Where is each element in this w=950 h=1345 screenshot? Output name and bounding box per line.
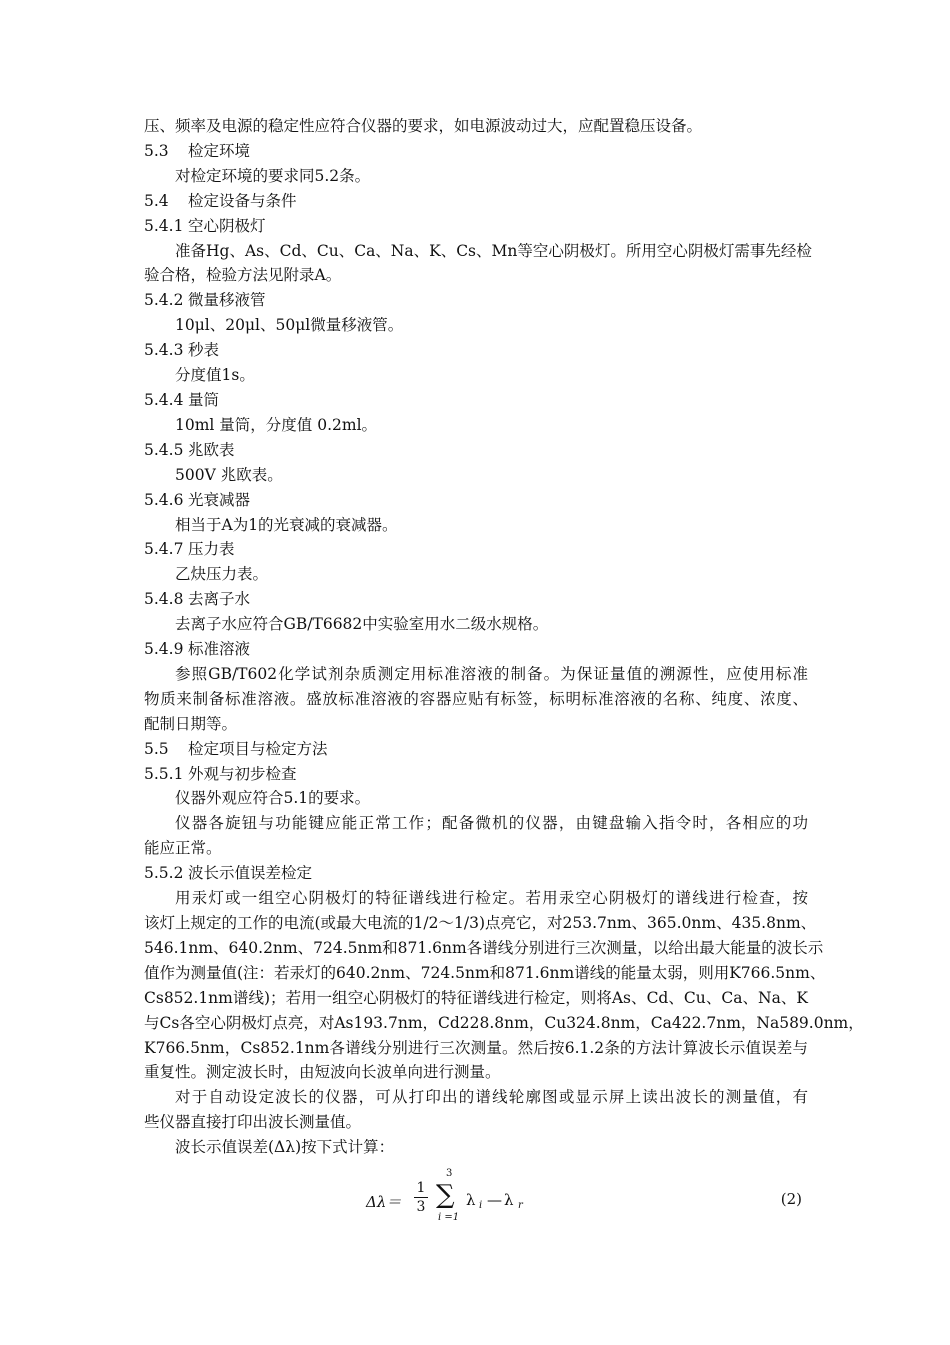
formula-lhs: Δλ＝ [366, 1193, 402, 1211]
section-title: 空心阴极灯 [188, 216, 266, 235]
paragraph-line: 用汞灯或一组空心阴极灯的特征谱线进行检定。若用汞空心阴极灯的谱线进行检查，按 [175, 889, 808, 908]
sum-symbol: ∑ [436, 1180, 455, 1210]
formula-wavelength-error [144, 1168, 808, 1238]
section-title: 光衰减器 [188, 490, 251, 509]
section-heading [144, 762, 808, 787]
section-number: 5.4.4 [144, 390, 184, 409]
section-number: 5.5.2 [144, 864, 184, 883]
section-heading [144, 861, 808, 886]
section-title: 检定环境 [188, 141, 251, 160]
section-number: 5.4.5 [144, 440, 184, 459]
section-heading [144, 587, 808, 612]
section-heading [144, 288, 808, 313]
section-title: 去离子水 [188, 590, 251, 609]
paragraph-line: Cs852.1nm谱线)；若用一组空心阴极灯的特征谱线进行检定，则将As、Cd、Cu、Ca、Na、K [144, 988, 808, 1007]
section-number: 5.3 [144, 141, 169, 160]
paragraph-line: 仪器各旋钮与功能键应能正常工作；配备微机的仪器，由键盘输入指令时，各相应的功 [175, 814, 808, 833]
paragraph-line: 500V 兆欧表。 [175, 465, 283, 484]
section-number: 5.5 [144, 739, 169, 758]
fraction-denominator: 3 [416, 1199, 426, 1215]
section-heading [144, 338, 808, 363]
section-number: 5.4.7 [144, 540, 184, 559]
paragraph-line: 该灯上规定的工作的电流(或最大电流的1/2～1/3)点亮它，对253.7nm、365.0nm、435.8nm、 [144, 914, 817, 932]
paragraph-line: 准备Hg、As、Cd、Cu、Ca、Na、K、Cs、Mn等空心阴极灯。所用空心阴极灯需事先经检 [175, 241, 812, 260]
paragraph-line: 物质来制备标准溶液。盛放标准溶液的容器应贴有标签，标明标准溶液的名称、纯度、浓度、 [144, 689, 808, 708]
paragraph-line: 压、频率及电源的稳定性应符合仪器的要求，如电源波动过大，应配置稳压设备。 [144, 117, 703, 135]
section-number: 5.5.1 [144, 764, 184, 783]
paragraph-line: 与Cs各空心阴极灯点亮，对As193.7nm，Cd228.8nm，Cu324.8nm，Ca422.7nm，Na589.0nm， [144, 1013, 864, 1032]
paragraph-line: 验合格，检验方法见附录A。 [144, 266, 342, 285]
section-title: 标准溶液 [188, 640, 251, 659]
section-title: 外观与初步检查 [188, 764, 297, 783]
paragraph-line: 配制日期等。 [144, 714, 238, 733]
paragraph-line: 乙炔压力表。 [175, 565, 269, 584]
paragraph-line: 重复性。测定波长时，由短波向长波单向进行测量。 [144, 1063, 501, 1082]
paragraph-line: 对检定环境的要求同5.2条。 [175, 166, 371, 185]
formula-subscript-r: r [518, 1200, 523, 1211]
section-heading [144, 214, 808, 239]
section-heading [144, 637, 808, 662]
paragraph-line: 参照GB/T602化学试剂杂质测定用标准溶液的制备。为保证量值的溯源性，应使用标准 [175, 664, 808, 683]
paragraph-line: 波长示值误差(Δλ)按下式计算： [175, 1138, 395, 1157]
section-number: 5.4.6 [144, 490, 184, 509]
formula-term-lambda-i: λ [466, 1191, 476, 1209]
paragraph-line: 相当于A为1的光衰减的衰减器。 [175, 515, 398, 534]
sum-lower-limit: i =1 [438, 1212, 460, 1223]
paragraph-line: 仪器外观应符合5.1的要求。 [175, 789, 371, 808]
section-heading [144, 189, 808, 214]
section-number: 5.4.3 [144, 341, 184, 360]
paragraph-line: 对于自动设定波长的仪器，可从打印出的谱线轮廓图或显示屏上读出波长的测量值，有 [175, 1088, 808, 1107]
section-title: 秒表 [188, 341, 220, 360]
paragraph-line: 546.1nm、640.2nm、724.5nm和871.6nm各谱线分别进行三次测量，以给出最大能量的波长示 [144, 938, 824, 957]
formula-minus: — [487, 1191, 502, 1209]
section-number: 5.4.8 [144, 590, 184, 609]
section-heading [144, 438, 808, 463]
section-heading [144, 388, 808, 413]
paragraph-line: K766.5nm，Cs852.1nm各谱线分别进行三次测量。然后按6.1.2条的方法计算波长示值误差与 [144, 1038, 808, 1057]
equation-number: (2) [780, 1190, 802, 1208]
section-number: 5.4.9 [144, 640, 184, 659]
document-body [144, 114, 864, 1160]
fraction-numerator: 1 [416, 1180, 426, 1196]
paragraph-line: 值作为测量值(注：若汞灯的640.2nm、724.5nm和871.6nm谱线的能量太弱，则用K766.5nm、 [144, 963, 826, 982]
section-title: 检定项目与检定方法 [188, 739, 328, 758]
fraction-bar [414, 1197, 428, 1198]
section-title: 兆欧表 [188, 440, 235, 459]
section-title: 压力表 [188, 540, 235, 559]
section-heading [144, 488, 808, 513]
formula-term-lambda-r: λ [504, 1191, 514, 1209]
formula-fraction [414, 1180, 428, 1215]
section-heading [144, 737, 808, 762]
section-title: 检定设备与条件 [188, 191, 297, 210]
section-number: 5.4.1 [144, 216, 184, 235]
section-title: 波长示值误差检定 [188, 864, 313, 883]
paragraph-line: 些仪器直接打印出波长测量值。 [144, 1113, 362, 1132]
sum-upper-limit: 3 [446, 1168, 453, 1179]
formula-block [144, 1160, 808, 1238]
paragraph-line: 10μl、20μl、50μl微量移液管。 [175, 316, 404, 335]
paragraph-line: 10ml 量筒，分度值 0.2ml。 [175, 415, 378, 434]
paragraph-line: 能应正常。 [144, 839, 222, 858]
paragraph-line: 分度值1s。 [175, 366, 255, 385]
section-number: 5.4 [144, 191, 169, 210]
section-number: 5.4.2 [144, 291, 184, 310]
paragraph-line: 去离子水应符合GB/T6682中实验室用水二级水规格。 [175, 615, 549, 634]
section-heading [144, 537, 808, 562]
formula-subscript-i: i [479, 1200, 483, 1211]
section-title: 量筒 [188, 390, 220, 409]
section-heading [144, 139, 808, 164]
section-title: 微量移液管 [188, 291, 266, 310]
